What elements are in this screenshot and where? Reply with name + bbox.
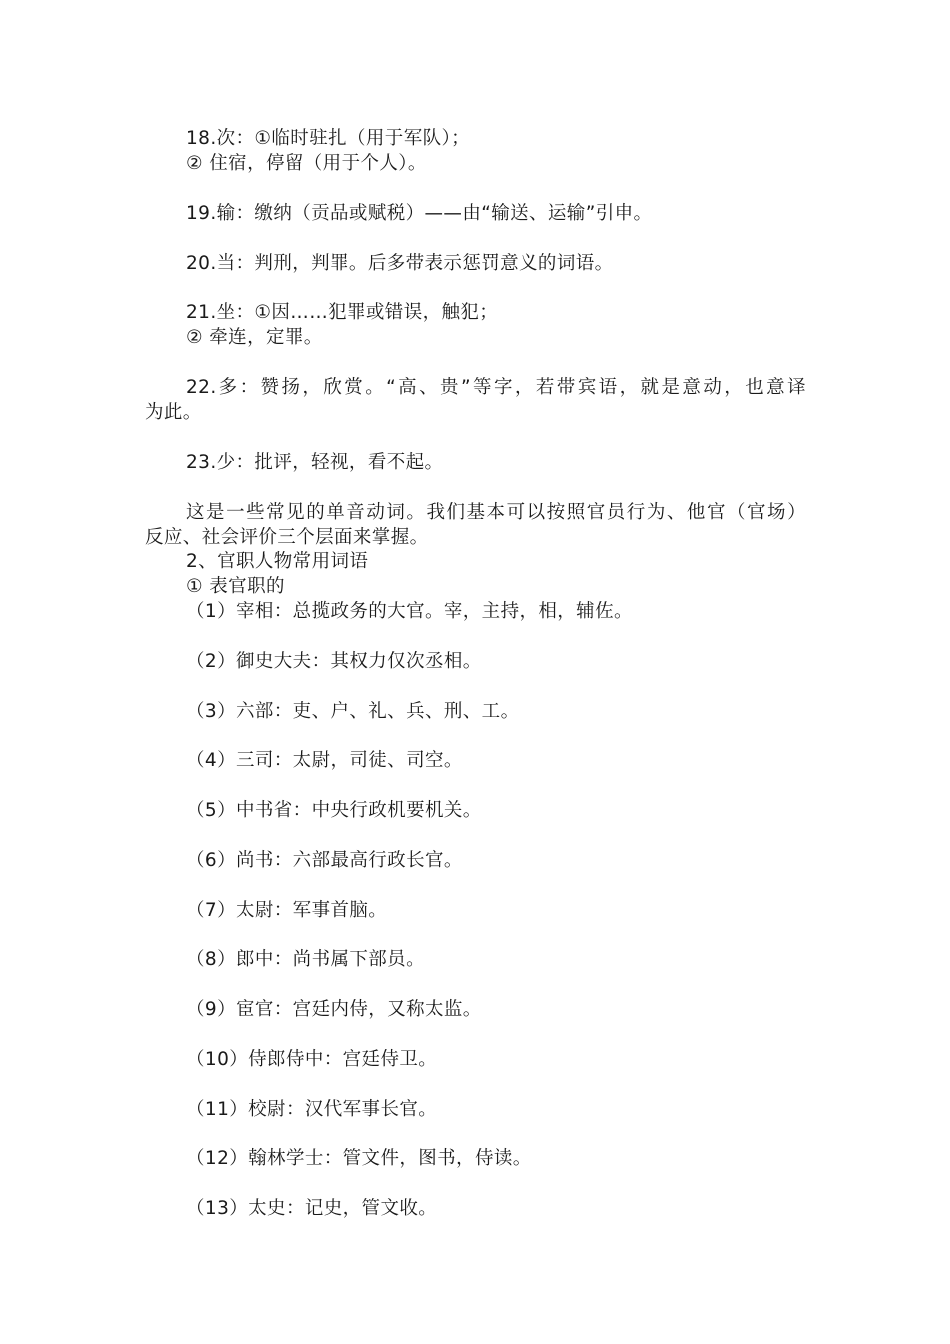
official-item-2: （2）御史大夫：其权力仅次丞相。 xyxy=(186,651,482,672)
summary-paragraph-line-1: 这是一些常见的单音动词。我们基本可以按照官员行为、他官（官场） xyxy=(186,502,806,523)
entry-21-line-2: ② 牵连，定罪。 xyxy=(186,327,323,348)
entry-19: 19.输：缴纳（贡品或赋税）——由“输送、运输”引申。 xyxy=(186,203,653,224)
entry-18-line-1: 18.次：①临时驻扎（用于军队）； xyxy=(186,128,471,149)
section-heading: 2、官职人物常用词语 xyxy=(186,551,369,572)
official-item-12: （12）翰林学士：管文件，图书，侍读。 xyxy=(186,1148,532,1169)
entry-21-line-1: 21.坐：①因……犯罪或错误，触犯； xyxy=(186,302,499,323)
official-item-6: （6）尚书：六部最高行政长官。 xyxy=(186,850,463,871)
official-item-10: （10）侍郎侍中：宫廷侍卫。 xyxy=(186,1049,438,1070)
entry-20: 20.当：判刑，判罪。后多带表示惩罚意义的词语。 xyxy=(186,253,614,274)
entry-18-line-2: ② 住宿，停留（用于个人）。 xyxy=(186,153,427,174)
official-item-13: （13）太史：记史，管文收。 xyxy=(186,1198,438,1219)
entry-22-line-1: 22.多：赞扬，欣赏。“高、贵”等字，若带宾语，就是意动，也意译 xyxy=(186,377,806,398)
official-item-1: （1）宰相：总揽政务的大官。宰，主持，相，辅佐。 xyxy=(186,601,633,622)
official-item-5: （5）中书省：中央行政机要机关。 xyxy=(186,800,482,821)
entry-23: 23.少：批评，轻视，看不起。 xyxy=(186,452,444,473)
official-item-8: （8）郎中：尚书属下部员。 xyxy=(186,949,425,970)
entry-22-line-2: 为此。 xyxy=(145,402,202,423)
official-item-7: （7）太尉：军事首脑。 xyxy=(186,900,388,921)
official-item-3: （3）六部：吏、户、礼、兵、刑、工。 xyxy=(186,701,520,722)
subsection-heading: ① 表官职的 xyxy=(186,576,285,597)
official-item-11: （11）校尉：汉代军事长官。 xyxy=(186,1099,438,1120)
official-item-4: （4）三司：太尉，司徒、司空。 xyxy=(186,750,463,771)
summary-paragraph-line-2: 反应、社会评价三个层面来掌握。 xyxy=(145,527,429,548)
official-item-9: （9）宦官：宫廷内侍，又称太监。 xyxy=(186,999,482,1020)
